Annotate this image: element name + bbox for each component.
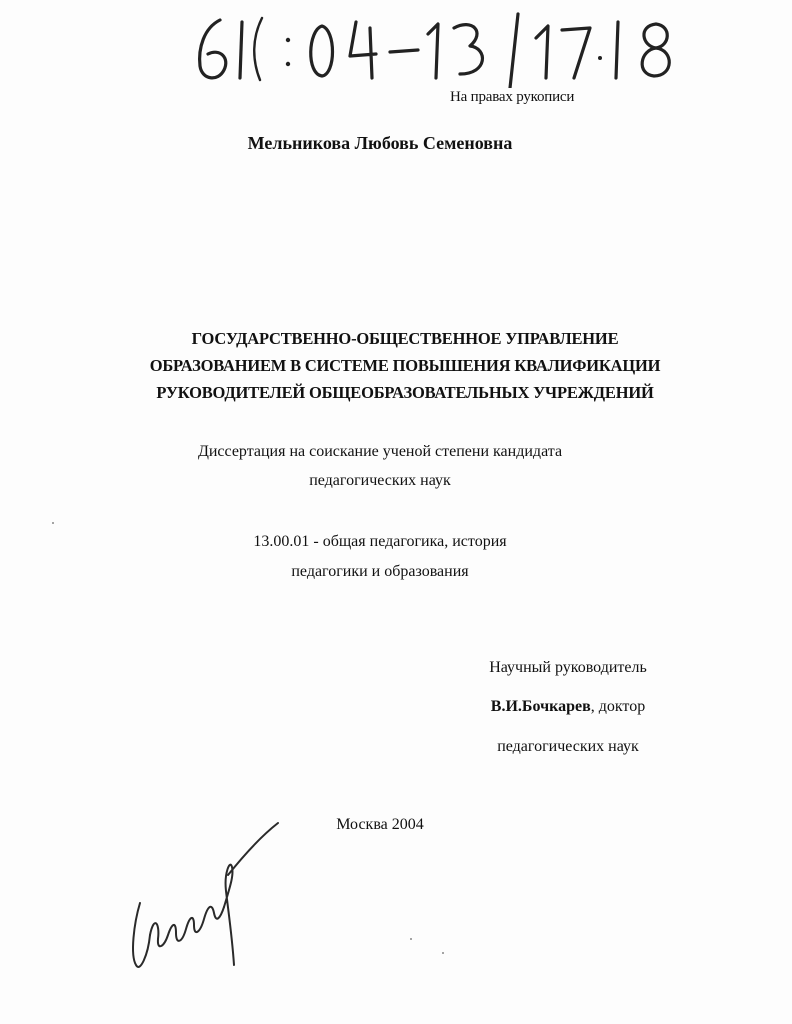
specialty-line-1: 13.00.01 - общая педагогика, история [253, 533, 507, 550]
scan-speck [52, 522, 54, 524]
handwritten-archive-code [190, 8, 690, 88]
specialty-line-2: педагогики и образования [291, 563, 469, 580]
city-year: Москва 2004 [336, 816, 424, 833]
supervisor-degree-line-2: педагогических наук [497, 738, 639, 755]
title-line: РУКОВОДИТЕЛЕЙ ОБЩЕОБРАЗОВАТЕЛЬНЫХ УЧРЕЖДЕНИЙ [156, 383, 654, 402]
scan-speck [442, 952, 444, 954]
degree-line-2: педагогических наук [309, 472, 451, 489]
dissertation-title [0, 325, 792, 406]
supervisor-name-line [478, 698, 658, 716]
title-line: ОБРАЗОВАНИЕМ В СИСТЕМЕ ПОВЫШЕНИЯ КВАЛИФИКАЦИИ [149, 356, 661, 375]
handwritten-signature [120, 815, 290, 985]
supervisor-label: Научный руководитель [489, 659, 647, 676]
scan-speck [410, 938, 412, 940]
title-line: ГОСУДАРСТВЕННО-ОБЩЕСТВЕННОЕ УПРАВЛЕНИЕ [191, 329, 619, 348]
author-name: Мельникова Любовь Семеновна [247, 133, 513, 153]
rights-note: На правах рукописи [450, 89, 575, 105]
degree-line-1: Диссертация на соискание ученой степени кандидата [197, 443, 563, 460]
supervisor-degree-suffix: , доктор [590, 698, 646, 715]
supervisor-name: В.И.Бочкарев [490, 698, 591, 715]
